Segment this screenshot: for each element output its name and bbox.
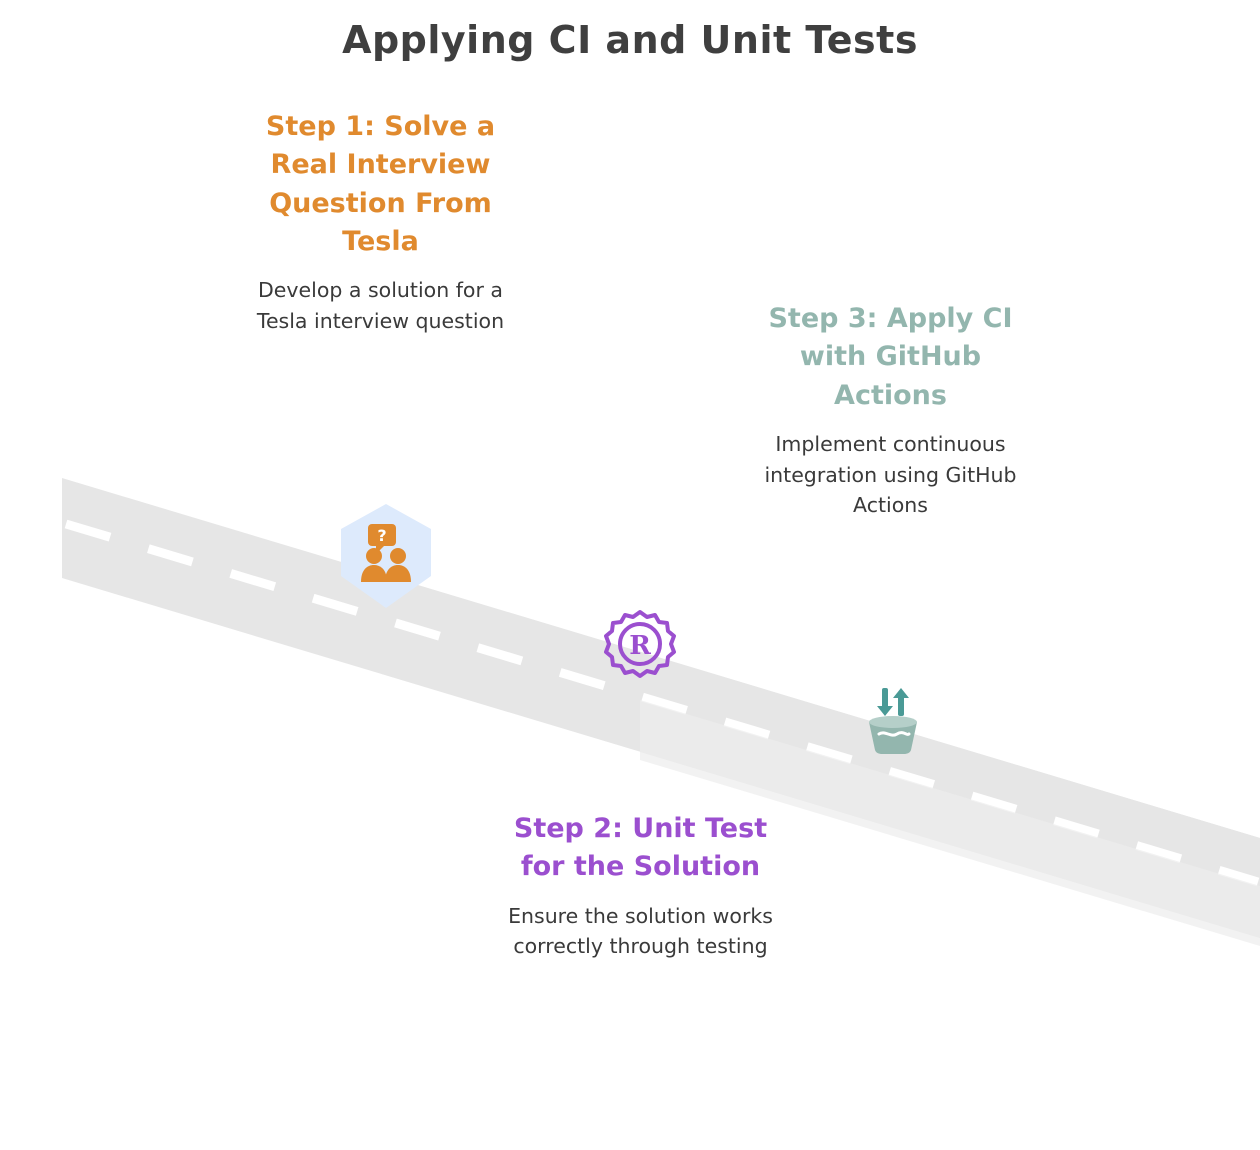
step-2-block bbox=[498, 810, 783, 962]
step-1-marker bbox=[330, 500, 442, 612]
step-3-description: Implement continuous integration using GitHub Actions bbox=[764, 431, 1017, 518]
step-3-marker bbox=[855, 682, 931, 758]
step-3-heading: Step 3: Apply CI with GitHub Actions bbox=[768, 303, 1013, 411]
svg-text:R: R bbox=[629, 631, 651, 661]
step-1-block bbox=[238, 108, 523, 337]
step-1-heading: Step 1: Solve a Real Interview Question From Tesla bbox=[265, 111, 496, 257]
ci-pipeline-arrows-icon bbox=[855, 682, 931, 758]
step-2-heading: Step 2: Unit Test for the Solution bbox=[513, 813, 768, 883]
svg-text:?: ? bbox=[377, 526, 387, 545]
interview-people-question-icon bbox=[330, 500, 442, 612]
page-title: Applying CI and Unit Tests bbox=[342, 18, 918, 62]
step-3-block bbox=[748, 300, 1033, 521]
step-2-description: Ensure the solution works correctly through testing bbox=[508, 903, 773, 959]
rust-gear-icon bbox=[602, 606, 678, 682]
step-2-marker bbox=[602, 606, 678, 682]
step-1-description: Develop a solution for a Tesla interview question bbox=[256, 278, 505, 334]
